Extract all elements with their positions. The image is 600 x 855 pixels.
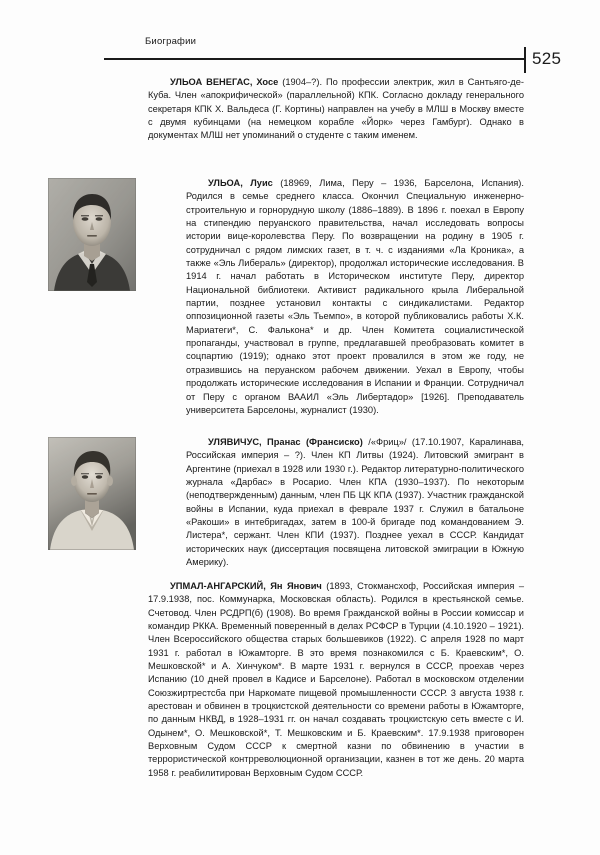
entry-headword: УЛЬОА, Луис — [208, 178, 273, 188]
entry-ulloa-luis — [186, 177, 524, 417]
header-horizontal-rule — [104, 58, 524, 60]
entry-headword: УЛЬОА ВЕНЕГАС, Хосе — [170, 77, 279, 87]
entry-headword: УЛЯВИЧУС, Пранас (Франсиско) — [208, 437, 363, 447]
entry-headword: УПМАЛ-АНГАРСКИЙ, Ян Янович — [170, 581, 322, 591]
header-section-title: Биографии — [145, 36, 197, 47]
entry-body: (1904–?). По профессии электрик, жил в Сантьяго-де-Куба. Член «апокрифической» (параллельной) КПК. Согласно докладу генерального секретаря КПК Х. Вальдеса (Г. Кортины) направлен на учебу в МЛШ в Москву вместе с двумя кубинцами (на немецком корабле «Йорк» через Гамбург). Однако в документах МЛШ нет упоминаний о студенте с таким именем. — [148, 77, 524, 141]
portrait-photo-ulloa-luis — [48, 178, 136, 291]
entry-upmal-angarsky — [148, 580, 524, 780]
running-head — [0, 36, 600, 66]
page-number-divider — [524, 47, 526, 73]
entry-ulloa-venegas — [148, 76, 524, 143]
entry-body: (18969, Лима, Перу – 1936, Барселона, Испания). Родился в семье среднего класса. Окончил Специальную инженерно-строительную и горнорудную школу (1886–1889). В 1896 г. поехал в Европу на стипендию перуанского правительства, начал исследовать вопросы истории вице-королевства Перу. По возвращении на родину в 1905 г. сотрудничал с рядом лимских газет, в т. ч. с изданиями «Ла Кроника», а также «Эль Либераль» (директор), продолжал исторические исследования. В 1914 г. начал работать в Историческом институте Перу, директор Национальной библиотеки. Активист радикального крыла Либеральной партии, позднее установил контакты с синдикалистами. Редактор оппозиционной газеты «Эль Тьемпо», в которой публиковались работы Х.К. Мариатеги*, С. Фалькона* и др. Член Комитета социалистической пропаганды, участвовал в группе, предлагавшей преобразовать комитет в соцпартию (1919); однако этот проект провалился в этом же году, не отразившись на перуанском рабочем движении. Уехал в Европу, чтобы продолжать исторические исследования в Испании и Франции. Сотрудничал от Перу с органом ВААИЛ «Эль Либертадор» [1926]. Преподаватель университета Барселоны, журналист (1930). — [186, 178, 524, 415]
page-number: 525 — [532, 49, 562, 68]
entry-body: /«Фриц»/ (17.10.1907, Каралинава, Российская империя – ?). Член КП Литвы (1924). Литовский эмигрант в Аргентине (приехал в 1928 или 1930 г.). Редактор литературно-политического журнала «Дарбас» в Росарио. Член КПА (1930–1937). По некоторым (неподтвержденным) данным, член ПБ ЦК КПА (1937). Участник гражданской войны в Испании, куда приехал в феврале 1937 г. Служил в батальоне «Ракоши» в интебригадах, затем в 100-й бригаде под командованием Э. Листера*, сержант. Член КПИ (1937). Позднее уехал в СССР. Кандидат исторических наук (диссертация посвящена литовской эмиграции в Южную Америку). — [186, 437, 524, 568]
entry-ulyavichus — [186, 436, 524, 569]
entry-body: (1893, Стокмансхоф, Российская империя – 17.9.1938, пос. Коммунарка, Московская область). Родился в крестьянской семье. Счетовод. Член РСДРП(б) (1908). Во время Гражданской войны в России комиссар и командир РККА. Временный поверенный в делах РСФСР в Турции (4.10.1920 – 1921). Член Всероссийского общества старых большевиков (1922). С апреля 1928 по март 1931 г. работал в Южамторге. В это время познакомился с Б. Краевским*, О. Мешковской* и А. Хинчуком*. В марте 1931 г. вернулся в СССР, проехав через Испанию (10 дней провел в Кадисе и Барселоне). Работал в московском отделении Союзжиртрестсба при Наркомате пищевой промышленности СССР. 3 августа 1938 г. арестован и обвинен в троцкистской деятельности со времени работы в Южамторге, по данным НКВД, в 1928–1931 гг. он начал создавать троцкистскую сеть вместе с И. Одынем*, О. Мешковской*, Т. Мешковским и Б. Краевским*. 17.9.1938 приговорен Верховным Судом СССР к смертной казни по обвинению в участии в террористической контрреволюционной организации, казнен в тот же день. 20 марта 1958 г. реабилитирован Верховным Судом СССР. — [148, 581, 524, 778]
portrait-photo-ulyavichus — [48, 437, 136, 550]
